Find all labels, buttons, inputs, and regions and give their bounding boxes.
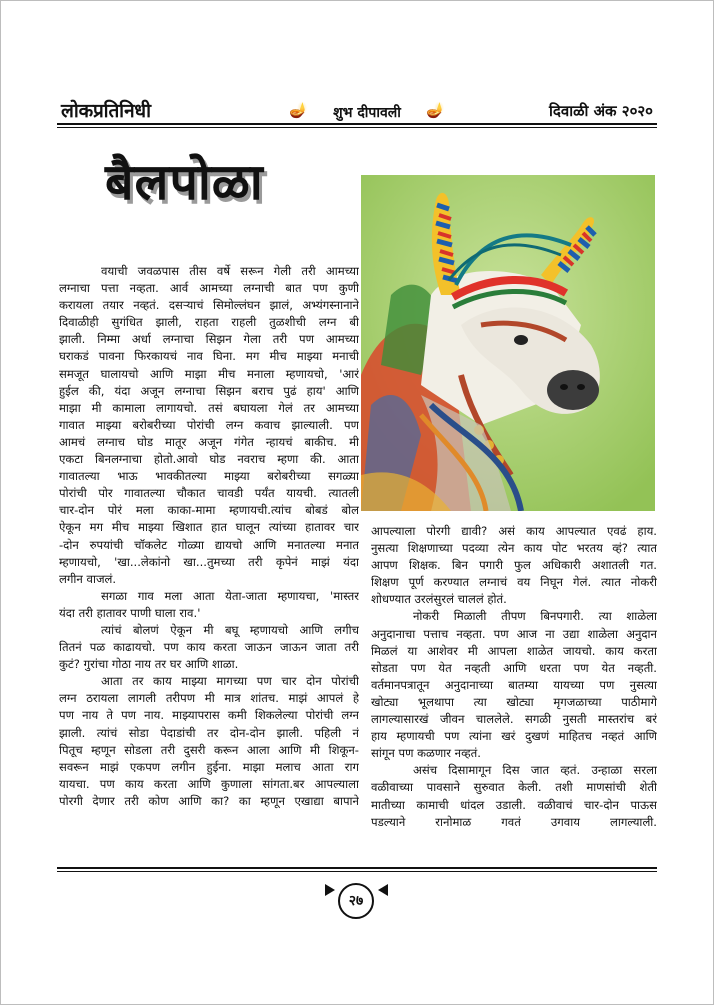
article-text-line: वयाची जवळपास तीस वर्षे सरून गेली तरी आमच्या (101, 264, 359, 278)
article-text-line: चार-दोन पोरं मला काका-मामा म्हणायची.त्यांच बोबडं बोल (59, 503, 359, 518)
diya-lamp-icon: 🪔 (289, 101, 308, 119)
article-text-line: मातीच्या कामाची धांदल उडाली. वळीवाचं चार-दोन पाऊस (371, 797, 657, 812)
article-text-line: गावातल्या भाऊ भावकीतल्या माझ्या बरोबरीच्या सगळ्या (59, 469, 359, 484)
article-text-line: आपल्याला पोरगी द्यावी? असं काय आपल्यात एवढं हाय. (371, 524, 657, 538)
article-text-line: पोरांची पोर गावातल्या चौकात चावडी पर्यंत यायची. त्यातली (59, 486, 359, 501)
article-text-line: सांगून पण कळणार नव्हतं. (371, 746, 481, 761)
article-column-left (59, 263, 359, 810)
article-text-line: आमचं लग्नाच घोड मातूर अजून गंगेत न्हायचं बाकीच. मी (59, 434, 359, 449)
article-text-line: पितूच म्हणून सोडला तरी दुसरी करून आला आणि मी शिकून- (59, 742, 359, 757)
article-text-line: त्यांचं बोलणं ऐकून मी बघू म्हणायचो आणि लगीच (101, 622, 359, 637)
greeting-text: शुभ दीपावली (333, 105, 401, 121)
article-text-line: माझा मी कामाला लागायचो. तसं बघायला गेलं तर आमच्या (59, 400, 359, 415)
page-number: २७ (338, 883, 374, 919)
article-text-line: करायला तयार नव्हतं. दसऱ्याचं सिमोल्लंघन झालं, अभ्यंगस्नानाने (59, 298, 359, 313)
article-text-line: शोधण्यात उरलंसुरलं चाललं होतं. (371, 592, 507, 607)
article-text-line: सवरून माझं एकपण लगीन हुईना. माझा मलाच आता राग (59, 759, 359, 774)
article-text-line: -दोन रुपयांची चॉकलेट गोळ्या द्यायचो आणि मनातल्या मनात (59, 537, 359, 552)
article-text-line: वळीवाच्या पावसाने सुरुवात केली. तशी माणसांची शेती (371, 780, 657, 795)
article-text-line: लागल्यासारखं जीवन चाललेले. सगळी नुसती मास्तरांच बरं (371, 712, 657, 727)
article-text-line: नोकरी मिळाली तीपण बिनपगारी. त्या शाळेला (413, 609, 657, 624)
article-text-line: अनुदानाचा पत्ताच नव्हता. पण आज ना उद्या शाळेला अनुदान (371, 626, 657, 641)
ornament-arrow-left-icon (325, 884, 335, 896)
bull-illustration (361, 175, 655, 511)
footer-rule (57, 867, 657, 869)
article-text-line: पडल्याने रानोमाळ गवतं उगवाय लागल्याली. (371, 814, 657, 829)
footer-rule-thin (57, 871, 657, 872)
article-text-line: पण नाय ते पण नाय. माझ्यापरास कमी शिकलेल्या पोरांची लग्न (59, 708, 359, 723)
article-text-line: असंच दिसामागून दिस जात व्हतं. उन्हाळा सरला (413, 763, 657, 778)
article-text-line: म्हणायचो, 'खा...लेकांनो खा...तुमच्या तरी कृपेनं माझं यंदा (59, 554, 359, 569)
article-text-line: एकटा बिनलग्नाचा होतो.आवो घोड नवराच म्हणा की. आता (59, 452, 359, 467)
article-text-line: लग्नाचा पत्ता नव्हता. आर्व आमच्या लग्नाची बात पण कुणी (59, 281, 359, 296)
header-rule (57, 123, 657, 125)
article-text-line: खोट्या भूलथापा त्या खोट्या मृगजळाच्या पाठीमागे (371, 694, 657, 709)
article-text-line: हाय म्हणायची पण त्यांना खरं दुखणं माहितच नव्हतं आणि (371, 729, 657, 744)
article-text-line: लगीन वाजलं. (59, 571, 117, 586)
article-text-line: आपण शिक्षक. बिन पगारी फुल अधिकारी अशातली गत. (371, 558, 657, 573)
article-text-line: दिवाळीही सुगंधित झाली, राहता राहली तुळशीची लग्न बी (59, 315, 359, 330)
article-text-line: कुटं? गुरांचा गोठा नाय तर घर आणि शाळा. (59, 657, 239, 672)
article-text-line: ऐकून मग मीच माझ्या खिशात हात घालून त्यांच्या हातावर चार (59, 520, 359, 535)
article-text-line: शिक्षण पूर्ण करण्यात लग्नाचं वय निघून गेलं. त्यात नोकरी (371, 575, 657, 590)
article-text-line: मिळलं या आशेवर मी आपला शाळेत जायचो. काय करता (371, 643, 657, 658)
article-text-line: सोडता पण येत नव्हती आणि धरता पण येत नव्हती. (371, 660, 657, 675)
article-text-line: गावात माझ्या बरोबरीच्या पोरांची लग्न कवाच झाल्याली. पण (59, 417, 359, 432)
greeting-block (283, 95, 451, 125)
article-column-right (371, 523, 657, 831)
article-text-line: नुसत्या शिक्षणाच्या पदव्या त्येन काय पोट भरतय व्हं? त्यात (371, 541, 657, 556)
article-text-line: वर्तमानपत्रातून अनुदानाच्या बातम्या यायच्या पण नुसत्या (371, 677, 657, 692)
article-text-line: झाली. निम्मा अर्धा लग्नाचा सिझन गेला तरी पण आमच्या (59, 332, 359, 347)
diya-lamp-icon: 🪔 (426, 101, 445, 119)
article-text-line: पोरगी देणार तरी कोण आणि का? का म्हणून एखाद्या बापाने (59, 793, 359, 808)
article-text-line: घराकडं पावना फिरकायचं नाव घिना. मग मीच माझ्या मनाची (59, 349, 359, 364)
magazine-name: लोकप्रतिनिधी (61, 100, 151, 122)
article-text-line: आता तर काय माझ्या मागच्या पण चार दोन पोरांची (101, 674, 359, 689)
ornament-arrow-right-icon (378, 884, 388, 896)
article-text-line: तितनं पळ काढायचो. पण काय करता जाऊन जाऊन जाता तरी (59, 640, 359, 655)
article-text-line: हुईल की, यंदा अजून लग्नाचा सिझन बराच पुढं हाय' आणि (59, 383, 359, 398)
article-title: बैलपोळा (105, 153, 264, 211)
issue-label: दिवाळी अंक २०२० (549, 102, 653, 120)
article-text-line: यंदा तरी हातावर पाणी घाला राव.' (59, 605, 201, 620)
page-header (57, 95, 657, 125)
header-rule-thin (57, 127, 657, 128)
article-text-line: झाली. त्यांचं सोडा पेदाडांची तर दोन-दोन झाली. पहिली नं (59, 725, 359, 740)
article-text-line: यायचा. पण काय करता आणि कुणाला सांगता.बर आपल्याला (59, 776, 359, 791)
article-text-line: समजूत घालायचो आणि माझा मीच मनाला म्हणायचो, 'आरं (59, 366, 359, 381)
article-text-line: सगळा गाव मला आता येता-जाता म्हणायचा, 'मास्तर (101, 588, 359, 603)
article-text-line: लग्न ठरायला लागली तरीपण मी मात्र शांतच. माझं आपलं हे (59, 691, 359, 706)
